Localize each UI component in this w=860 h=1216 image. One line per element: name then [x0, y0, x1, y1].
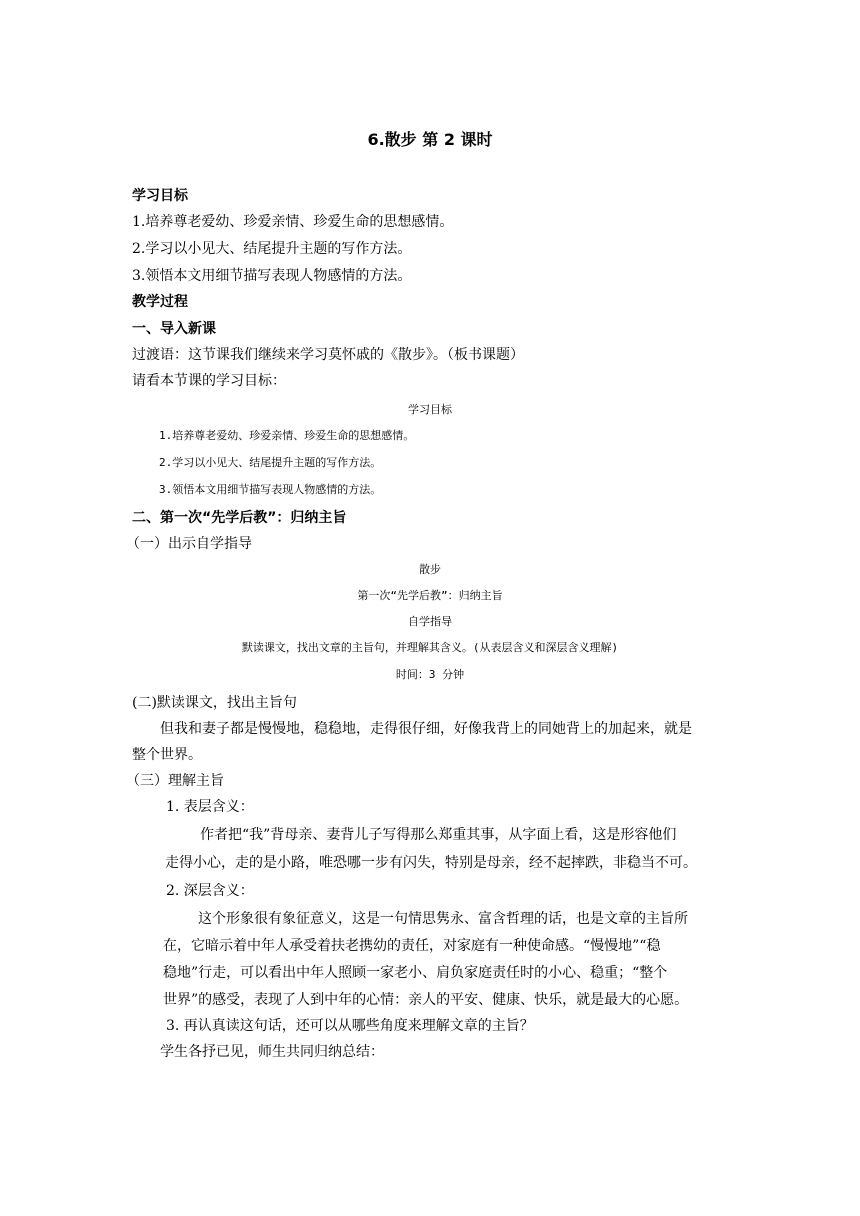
- point2-line-3: 稳地”行走，可以看出中年人照顾一家老小、肩负家庭责任时的小心、稳重；“整个: [163, 965, 668, 981]
- objective-item-3: 3.领悟本文用细节描写表现人物感情的方法。: [132, 268, 412, 284]
- slide2-guide-text: 默读课文，找出文章的主旨句，并理解其含义。(从表层含义和深层含义理解): [241, 641, 619, 654]
- point3-question: 3. 再认真读这句话，还可以从哪些角度来理解文章的主旨？: [166, 1018, 534, 1034]
- quote-line-1: 但我和妻子都是慢慢地，稳稳地，走得很仔细，好像我背上的同她背上的加起来，就是: [160, 721, 692, 737]
- point1-line-2: 走得小心，走的是小路，唯恐哪一步有闪失，特别是母亲，经不起摔跌，非稳当不可。: [165, 855, 697, 871]
- point2-line-2: 在，它暗示着中年人承受着扶老携幼的责任，对家庭有一种使命感。“慢慢地”“稳: [163, 938, 661, 954]
- quote-line-2: 整个世界。: [132, 747, 202, 763]
- point2-label: 2. 深层含义：: [166, 883, 254, 899]
- slide2-guide-heading: 自学指导: [408, 615, 452, 628]
- sub3-heading: （三）理解主旨: [126, 773, 224, 789]
- slide1-item-1: 1.培养尊老爱幼、珍爱亲情、珍爱生命的思想感情。: [159, 429, 415, 442]
- slide1-item-3: 3.领悟本文用细节描写表现人物感情的方法。: [159, 483, 382, 496]
- point1-label: 1. 表层含义：: [166, 799, 254, 815]
- slide2-subtitle: 第一次“先学后教”：归纳主旨: [357, 589, 503, 602]
- sub2-heading: (二)默读课文，找出主旨句: [132, 695, 297, 711]
- process-heading: 教学过程: [132, 294, 188, 310]
- objectives-heading: 学习目标: [132, 188, 188, 204]
- section2-sub1: （一）出示自学指导: [126, 536, 252, 552]
- slide1-item-2: 2.学习以小见大、结尾提升主题的写作方法。: [159, 456, 382, 469]
- slide1-heading: 学习目标: [408, 403, 452, 416]
- section2-heading: 二、第一次“先学后教”：归纳主旨: [132, 510, 347, 526]
- point1-line-1: 作者把“我”背母亲、妻背儿子写得那么郑重其事，从字面上看，这是形容他们: [200, 827, 677, 843]
- transition-text: 过渡语：这节课我们继续来学习莫怀戚的《散步》。（板书课题）: [132, 347, 524, 363]
- objectives-prompt: 请看本节课的学习目标：: [132, 373, 286, 389]
- section1-heading: 一、导入新课: [132, 321, 216, 337]
- objective-item-1: 1.培养尊老爱幼、珍爱亲情、珍爱生命的思想感情。: [132, 214, 454, 230]
- closing-text: 学生各抒已见，师生共同归纳总结：: [160, 1044, 384, 1060]
- slide2-time: 时间：3 分钟: [395, 668, 465, 681]
- point2-line-1: 这个形象很有象征意义，这是一句情思隽永、富含哲理的话，也是文章的主旨所: [198, 911, 688, 927]
- page-title: 6.散步 第 2 课时: [367, 130, 493, 149]
- point2-line-4: 世界”的感受，表现了人到中年的心情：亲人的平安、健康、快乐，就是最大的心愿。: [163, 992, 689, 1008]
- slide2-title: 散步: [419, 563, 441, 576]
- objective-item-2: 2.学习以小见大、结尾提升主题的写作方法。: [132, 241, 412, 257]
